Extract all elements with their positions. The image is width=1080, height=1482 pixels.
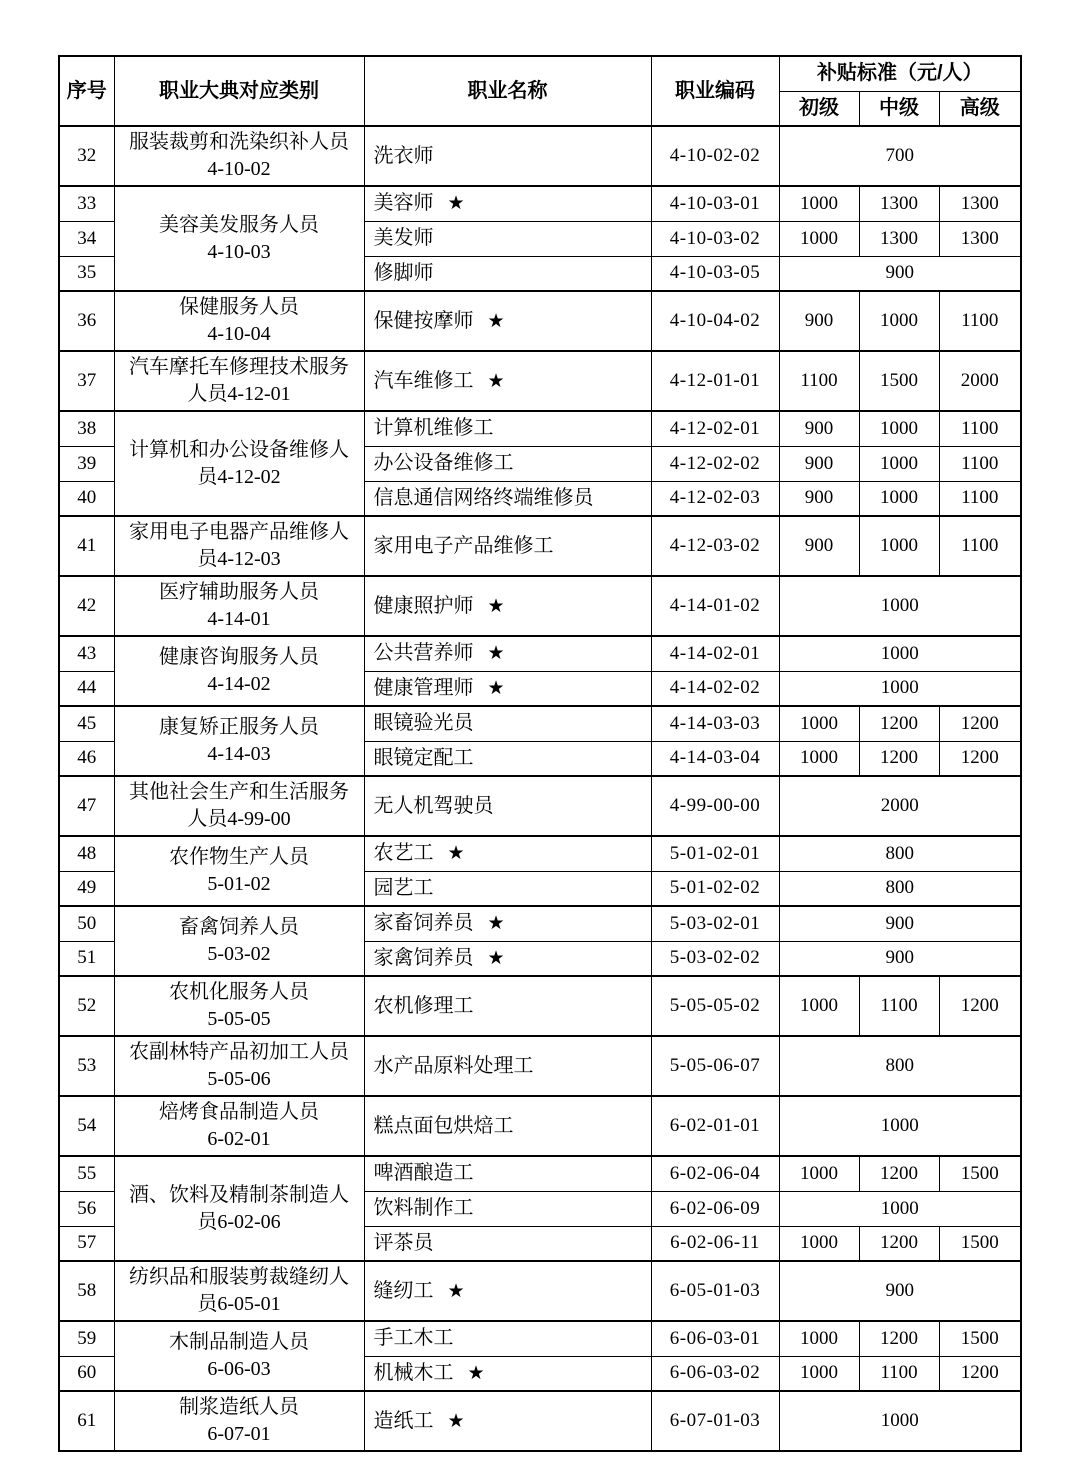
occupation-code-cell: 4-10-03-05 bbox=[651, 256, 779, 291]
occupation-name: 健康照护师 bbox=[373, 594, 474, 617]
subsidy-senior-cell: 2000 bbox=[939, 351, 1021, 411]
serial-cell: 60 bbox=[59, 1356, 114, 1391]
subsidy-junior-cell: 1000 bbox=[779, 741, 859, 776]
occupation-name: 健康管理师 bbox=[373, 676, 474, 699]
occupation-name: 汽车维修工 bbox=[373, 369, 474, 392]
subsidy-middle-cell: 1300 bbox=[859, 186, 939, 221]
serial-cell: 50 bbox=[59, 906, 114, 941]
star-icon: ★ bbox=[487, 676, 505, 699]
subsidy-middle-cell: 1000 bbox=[859, 291, 939, 351]
occupation-code-cell: 4-10-03-02 bbox=[651, 221, 779, 256]
serial-cell: 32 bbox=[59, 126, 114, 186]
occupation-name-cell bbox=[364, 446, 651, 481]
subsidy-senior-cell: 1200 bbox=[939, 976, 1021, 1036]
serial-cell: 52 bbox=[59, 976, 114, 1036]
serial-cell: 38 bbox=[59, 411, 114, 446]
category-cell: 制浆造纸人员 6-07-01 bbox=[114, 1391, 364, 1451]
subsidy-senior-cell: 1100 bbox=[939, 516, 1021, 576]
subsidy-senior-cell: 1300 bbox=[939, 221, 1021, 256]
occupation-name: 啤酒酿造工 bbox=[373, 1162, 474, 1185]
occupation-code-cell: 4-10-02-02 bbox=[651, 126, 779, 186]
subsidy-middle-cell: 1100 bbox=[859, 976, 939, 1036]
occupation-name: 修脚师 bbox=[373, 261, 434, 284]
occupation-name: 眼镜验光员 bbox=[373, 712, 474, 735]
table-row bbox=[59, 1156, 1021, 1191]
occupation-name: 信息通信网络终端维修员 bbox=[373, 486, 594, 509]
subsidy-senior-cell: 1500 bbox=[939, 1226, 1021, 1261]
table-body bbox=[59, 126, 1021, 1451]
star-icon: ★ bbox=[467, 1361, 485, 1384]
occupation-name-cell bbox=[364, 351, 651, 411]
header-level-junior: 初级 bbox=[779, 91, 859, 126]
category-cell: 纺织品和服装剪裁缝纫人 员6-05-01 bbox=[114, 1261, 364, 1321]
subsidy-merged-cell: 800 bbox=[779, 1036, 1021, 1096]
table-row bbox=[59, 1036, 1021, 1096]
occupation-code-cell: 5-03-02-02 bbox=[651, 941, 779, 976]
occupation-name: 洗衣师 bbox=[373, 144, 434, 167]
occupation-name-cell bbox=[364, 671, 651, 706]
table-row bbox=[59, 126, 1021, 186]
serial-cell: 54 bbox=[59, 1096, 114, 1156]
occupation-code-cell: 4-12-02-02 bbox=[651, 446, 779, 481]
subsidy-junior-cell: 900 bbox=[779, 411, 859, 446]
serial-cell: 44 bbox=[59, 671, 114, 706]
occupation-code-cell: 6-06-03-02 bbox=[651, 1356, 779, 1391]
occupation-code-cell: 4-10-04-02 bbox=[651, 291, 779, 351]
occupation-name-cell bbox=[364, 1261, 651, 1321]
subsidy-middle-cell: 1000 bbox=[859, 516, 939, 576]
star-icon: ★ bbox=[447, 842, 465, 865]
subsidy-merged-cell: 900 bbox=[779, 906, 1021, 941]
occupation-code-cell: 5-03-02-01 bbox=[651, 906, 779, 941]
category-cell: 康复矫正服务人员 4-14-03 bbox=[114, 706, 364, 776]
subsidy-junior-cell: 1000 bbox=[779, 1226, 859, 1261]
subsidy-junior-cell: 1000 bbox=[779, 1321, 859, 1356]
subsidy-senior-cell: 1500 bbox=[939, 1156, 1021, 1191]
header-serial: 序号 bbox=[59, 56, 114, 126]
occupation-name-cell bbox=[364, 941, 651, 976]
subsidy-junior-cell: 900 bbox=[779, 291, 859, 351]
subsidy-middle-cell: 1000 bbox=[859, 411, 939, 446]
occupation-name-cell bbox=[364, 256, 651, 291]
category-cell: 汽车摩托车修理技术服务 人员4-12-01 bbox=[114, 351, 364, 411]
serial-cell: 36 bbox=[59, 291, 114, 351]
table-row bbox=[59, 1096, 1021, 1156]
category-cell: 焙烤食品制造人员 6-02-01 bbox=[114, 1096, 364, 1156]
table-row bbox=[59, 1261, 1021, 1321]
occupation-name: 手工木工 bbox=[373, 1327, 454, 1350]
header-occupation-code: 职业编码 bbox=[651, 56, 779, 126]
occupation-code-cell: 6-02-06-04 bbox=[651, 1156, 779, 1191]
subsidy-junior-cell: 1000 bbox=[779, 1356, 859, 1391]
occupation-name: 糕点面包烘焙工 bbox=[373, 1114, 514, 1137]
star-icon: ★ bbox=[447, 1409, 465, 1432]
subsidy-senior-cell: 1100 bbox=[939, 446, 1021, 481]
occupation-code-cell: 4-12-03-02 bbox=[651, 516, 779, 576]
occupation-name-cell bbox=[364, 906, 651, 941]
subsidy-merged-cell: 900 bbox=[779, 1261, 1021, 1321]
category-cell: 畜禽饲养人员 5-03-02 bbox=[114, 906, 364, 976]
category-cell: 美容美发服务人员 4-10-03 bbox=[114, 186, 364, 291]
occupation-name: 水产品原料处理工 bbox=[373, 1054, 534, 1077]
subsidy-middle-cell: 1200 bbox=[859, 706, 939, 741]
subsidy-senior-cell: 1100 bbox=[939, 411, 1021, 446]
subsidy-senior-cell: 1100 bbox=[939, 481, 1021, 516]
star-icon: ★ bbox=[487, 309, 505, 332]
occupation-name-cell bbox=[364, 1391, 651, 1451]
serial-cell: 37 bbox=[59, 351, 114, 411]
subsidy-junior-cell: 1000 bbox=[779, 1156, 859, 1191]
subsidy-junior-cell: 1000 bbox=[779, 186, 859, 221]
occupation-code-cell: 4-12-02-01 bbox=[651, 411, 779, 446]
star-icon: ★ bbox=[487, 594, 505, 617]
star-icon: ★ bbox=[447, 192, 465, 215]
table-row bbox=[59, 1321, 1021, 1356]
occupation-name-cell bbox=[364, 516, 651, 576]
subsidy-merged-cell: 900 bbox=[779, 256, 1021, 291]
subsidy-junior-cell: 1000 bbox=[779, 706, 859, 741]
occupation-code-cell: 5-05-05-02 bbox=[651, 976, 779, 1036]
subsidy-merged-cell: 1000 bbox=[779, 576, 1021, 636]
occupation-name: 机械木工 bbox=[373, 1361, 454, 1384]
occupation-code-cell: 6-02-01-01 bbox=[651, 1096, 779, 1156]
category-cell: 农作物生产人员 5-01-02 bbox=[114, 836, 364, 906]
occupation-name-cell bbox=[364, 576, 651, 636]
occupation-code-cell: 4-99-00-00 bbox=[651, 776, 779, 836]
subsidy-senior-cell: 1100 bbox=[939, 291, 1021, 351]
table-row bbox=[59, 636, 1021, 671]
occupation-name-cell bbox=[364, 836, 651, 871]
occupation-name: 眼镜定配工 bbox=[373, 746, 474, 769]
occupation-name-cell bbox=[364, 291, 651, 351]
occupation-name-cell bbox=[364, 221, 651, 256]
occupation-name: 饮料制作工 bbox=[373, 1197, 474, 1219]
subsidy-merged-cell: 1000 bbox=[779, 671, 1021, 706]
subsidy-merged-cell: 1000 bbox=[779, 636, 1021, 671]
occupation-name: 美容师 bbox=[373, 192, 434, 215]
header-level-senior: 高级 bbox=[939, 91, 1021, 126]
occupation-code-cell: 4-14-03-03 bbox=[651, 706, 779, 741]
occupation-name-cell bbox=[364, 1321, 651, 1356]
occupation-code-cell: 6-06-03-01 bbox=[651, 1321, 779, 1356]
occupation-name: 家用电子产品维修工 bbox=[373, 534, 554, 557]
occupation-name-cell bbox=[364, 481, 651, 516]
subsidy-merged-cell: 800 bbox=[779, 871, 1021, 906]
header-subsidy-standard: 补贴标准（元/人） bbox=[779, 56, 1021, 91]
subsidy-junior-cell: 900 bbox=[779, 446, 859, 481]
occupation-name-cell bbox=[364, 1191, 651, 1226]
subsidy-junior-cell: 1000 bbox=[779, 221, 859, 256]
occupation-name: 农机修理工 bbox=[373, 994, 474, 1017]
serial-cell: 34 bbox=[59, 221, 114, 256]
table-header bbox=[59, 56, 1021, 126]
occupation-name: 园艺工 bbox=[373, 876, 434, 899]
occupation-name: 家畜饲养员 bbox=[373, 912, 474, 935]
header-occupation-name: 职业名称 bbox=[364, 56, 651, 126]
occupation-name-cell bbox=[364, 1156, 651, 1191]
subsidy-merged-cell: 700 bbox=[779, 126, 1021, 186]
table-row bbox=[59, 291, 1021, 351]
category-cell: 计算机和办公设备维修人 员4-12-02 bbox=[114, 411, 364, 516]
serial-cell: 42 bbox=[59, 576, 114, 636]
occupation-name: 评茶员 bbox=[373, 1231, 434, 1254]
category-cell: 农副林特产品初加工人员 5-05-06 bbox=[114, 1036, 364, 1096]
occupation-name-cell bbox=[364, 186, 651, 221]
serial-cell: 46 bbox=[59, 741, 114, 776]
serial-cell: 45 bbox=[59, 706, 114, 741]
occupation-code-cell: 4-14-02-02 bbox=[651, 671, 779, 706]
table-row bbox=[59, 906, 1021, 941]
subsidy-junior-cell: 900 bbox=[779, 481, 859, 516]
category-cell: 服装裁剪和洗染织补人员 4-10-02 bbox=[114, 126, 364, 186]
serial-cell: 48 bbox=[59, 836, 114, 871]
occupation-name-cell bbox=[364, 706, 651, 741]
occupation-name-cell bbox=[364, 1036, 651, 1096]
occupation-code-cell: 4-14-02-01 bbox=[651, 636, 779, 671]
subsidy-senior-cell: 1500 bbox=[939, 1321, 1021, 1356]
occupation-code-cell: 4-10-03-01 bbox=[651, 186, 779, 221]
occupation-name-cell bbox=[364, 741, 651, 776]
subsidy-middle-cell: 1300 bbox=[859, 221, 939, 256]
serial-cell: 53 bbox=[59, 1036, 114, 1096]
subsidy-middle-cell: 1200 bbox=[859, 1321, 939, 1356]
serial-cell: 49 bbox=[59, 871, 114, 906]
table-row bbox=[59, 411, 1021, 446]
table-row bbox=[59, 706, 1021, 741]
subsidy-merged-cell: 1000 bbox=[779, 1096, 1021, 1156]
occupation-name-cell bbox=[364, 636, 651, 671]
serial-cell: 51 bbox=[59, 941, 114, 976]
table-row bbox=[59, 516, 1021, 576]
occupation-name-cell bbox=[364, 871, 651, 906]
subsidy-middle-cell: 1000 bbox=[859, 446, 939, 481]
table-row bbox=[59, 351, 1021, 411]
subsidy-merged-cell: 2000 bbox=[779, 776, 1021, 836]
occupation-name: 造纸工 bbox=[373, 1409, 434, 1432]
subsidy-junior-cell: 1000 bbox=[779, 976, 859, 1036]
occupation-code-cell: 6-02-06-09 bbox=[651, 1191, 779, 1226]
occupation-code-cell: 6-05-01-03 bbox=[651, 1261, 779, 1321]
occupation-name: 办公设备维修工 bbox=[373, 452, 514, 474]
subsidy-merged-cell: 1000 bbox=[779, 1191, 1021, 1226]
star-icon: ★ bbox=[447, 1279, 465, 1302]
star-icon: ★ bbox=[487, 642, 505, 665]
occupation-name: 美发师 bbox=[373, 227, 434, 249]
subsidy-middle-cell: 1200 bbox=[859, 1156, 939, 1191]
occupation-name: 缝纫工 bbox=[373, 1279, 434, 1302]
category-cell: 酒、饮料及精制茶制造人 员6-02-06 bbox=[114, 1156, 364, 1261]
occupation-name-cell bbox=[364, 776, 651, 836]
occupation-name: 无人机驾驶员 bbox=[373, 794, 494, 817]
occupation-name-cell bbox=[364, 126, 651, 186]
subsidy-middle-cell: 1000 bbox=[859, 481, 939, 516]
table-row bbox=[59, 186, 1021, 221]
table-row bbox=[59, 836, 1021, 871]
table-row bbox=[59, 576, 1021, 636]
subsidy-middle-cell: 1200 bbox=[859, 1226, 939, 1261]
subsidy-merged-cell: 900 bbox=[779, 941, 1021, 976]
subsidy-junior-cell: 900 bbox=[779, 516, 859, 576]
header-category: 职业大典对应类别 bbox=[114, 56, 364, 126]
header-row-top bbox=[59, 56, 1021, 91]
table-row bbox=[59, 976, 1021, 1036]
serial-cell: 58 bbox=[59, 1261, 114, 1321]
serial-cell: 35 bbox=[59, 256, 114, 291]
subsidy-merged-cell: 800 bbox=[779, 836, 1021, 871]
subsidy-senior-cell: 1200 bbox=[939, 706, 1021, 741]
serial-cell: 47 bbox=[59, 776, 114, 836]
occupation-code-cell: 4-12-01-01 bbox=[651, 351, 779, 411]
occupation-name-cell bbox=[364, 1356, 651, 1391]
header-level-middle: 中级 bbox=[859, 91, 939, 126]
subsidy-middle-cell: 1100 bbox=[859, 1356, 939, 1391]
occupation-code-cell: 4-14-03-04 bbox=[651, 741, 779, 776]
serial-cell: 57 bbox=[59, 1226, 114, 1261]
occupation-code-cell: 6-07-01-03 bbox=[651, 1391, 779, 1451]
subsidy-junior-cell: 1100 bbox=[779, 351, 859, 411]
occupation-name-cell bbox=[364, 1096, 651, 1156]
category-cell: 医疗辅助服务人员 4-14-01 bbox=[114, 576, 364, 636]
serial-cell: 61 bbox=[59, 1391, 114, 1451]
occupation-name: 农艺工 bbox=[373, 842, 434, 865]
subsidy-middle-cell: 1200 bbox=[859, 741, 939, 776]
occupation-code-cell: 5-01-02-02 bbox=[651, 871, 779, 906]
subsidy-senior-cell: 1200 bbox=[939, 741, 1021, 776]
occupation-code-cell: 5-01-02-01 bbox=[651, 836, 779, 871]
serial-cell: 39 bbox=[59, 446, 114, 481]
star-icon: ★ bbox=[487, 369, 505, 392]
category-cell: 健康咨询服务人员 4-14-02 bbox=[114, 636, 364, 706]
occupation-code-cell: 6-02-06-11 bbox=[651, 1226, 779, 1261]
occupation-code-cell: 5-05-06-07 bbox=[651, 1036, 779, 1096]
occupation-name: 计算机维修工 bbox=[373, 417, 494, 440]
serial-cell: 40 bbox=[59, 481, 114, 516]
category-cell: 木制品制造人员 6-06-03 bbox=[114, 1321, 364, 1391]
subsidy-table bbox=[58, 55, 1022, 1452]
serial-cell: 56 bbox=[59, 1191, 114, 1226]
category-cell: 农机化服务人员 5-05-05 bbox=[114, 976, 364, 1036]
subsidy-senior-cell: 1200 bbox=[939, 1356, 1021, 1391]
occupation-name: 保健按摩师 bbox=[373, 309, 474, 332]
subsidy-senior-cell: 1300 bbox=[939, 186, 1021, 221]
star-icon: ★ bbox=[487, 912, 505, 935]
table-row bbox=[59, 776, 1021, 836]
occupation-code-cell: 4-12-02-03 bbox=[651, 481, 779, 516]
serial-cell: 43 bbox=[59, 636, 114, 671]
serial-cell: 41 bbox=[59, 516, 114, 576]
occupation-code-cell: 4-14-01-02 bbox=[651, 576, 779, 636]
table-row bbox=[59, 1391, 1021, 1451]
occupation-name-cell bbox=[364, 411, 651, 446]
category-cell: 保健服务人员 4-10-04 bbox=[114, 291, 364, 351]
serial-cell: 55 bbox=[59, 1156, 114, 1191]
subsidy-merged-cell: 1000 bbox=[779, 1391, 1021, 1451]
occupation-name: 公共营养师 bbox=[373, 642, 474, 665]
star-icon: ★ bbox=[487, 946, 505, 969]
category-cell: 家用电子电器产品维修人 员4-12-03 bbox=[114, 516, 364, 576]
subsidy-middle-cell: 1500 bbox=[859, 351, 939, 411]
occupation-name-cell bbox=[364, 976, 651, 1036]
serial-cell: 33 bbox=[59, 186, 114, 221]
occupation-name-cell bbox=[364, 1226, 651, 1261]
occupation-name: 家禽饲养员 bbox=[373, 946, 474, 969]
category-cell: 其他社会生产和生活服务 人员4-99-00 bbox=[114, 776, 364, 836]
serial-cell: 59 bbox=[59, 1321, 114, 1356]
